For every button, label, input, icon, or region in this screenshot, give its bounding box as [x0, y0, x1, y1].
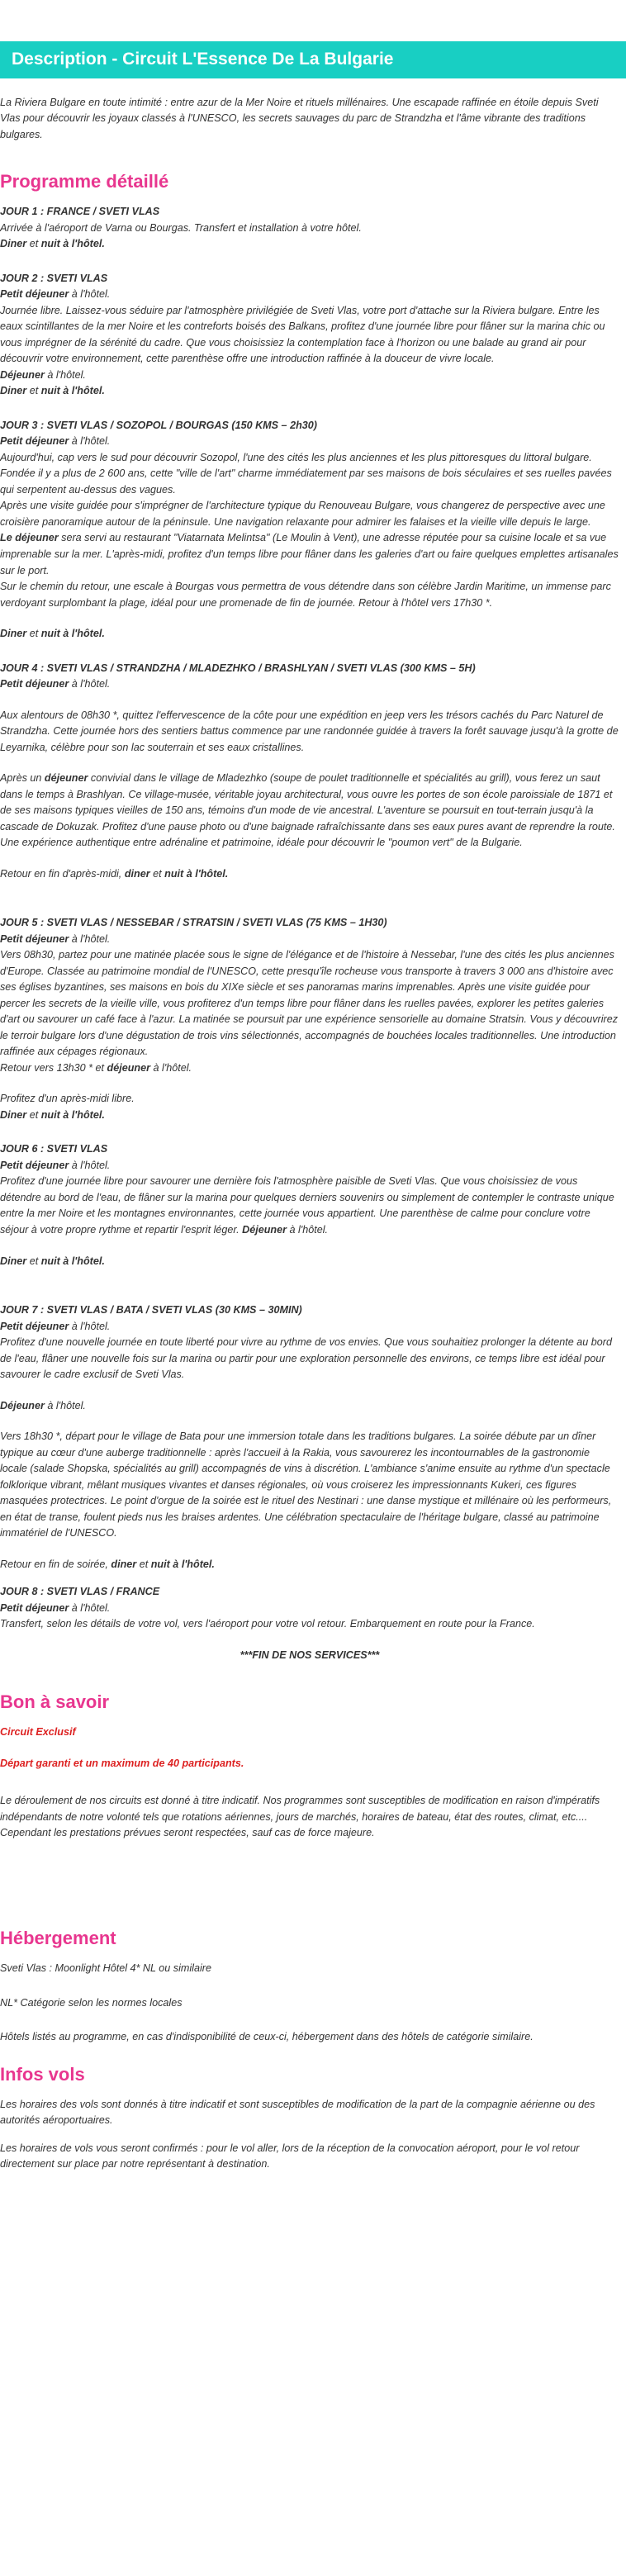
day-line: [0, 866, 619, 883]
text-fragment: à l'hôtel.: [150, 1061, 192, 1074]
meal-label: Diner: [0, 628, 27, 640]
text-fragment: à l'hôtel.: [69, 1601, 111, 1614]
meal-label: diner: [111, 1558, 137, 1570]
meal-label: nuit à l'hôtel.: [164, 867, 229, 880]
text-fragment: et: [26, 1255, 41, 1267]
text-fragment: convivial dans le village de Mladezhko (soupe de poulet traditionnelle et spécialités au grill), vous ferez un saut dans le temps à Brashlyan. Ce village-musée, véritable joyau architectural, vous ouvre les portes de son école paroissiale de 1871 et de ses maisons typiques vieilles de 150 ans, témoins d'un mode de vie ancestral. L'aventure se poursuit en tout-terrain jusqu'à la cascade de Dokuzak. Profitez d'une pause photo ou d'une baignade rafraîchissante dans ses eaux pures avant de reprendre la route. Une expérience authentique entre adrénaline et patrimoine, idéale pour découvrir le "poumon vert" de la Bulgarie.: [0, 772, 615, 849]
meal-label: Petit déjeuner: [0, 1601, 69, 1614]
text-fragment: Profitez d'une journée libre pour savourer une dernière fois l'atmosphère paisible de Sveti Vlas. Que vous choisissiez de vous détendre au bord de l'eau, de flâner sur la marina pour quelques derniers souvenirs ou simplement de contempler le contraste unique entre la mer Noire et les montagnes environnantes, cette journée vous appartient. Une parenthèse de calme pour conclure votre séjour à votre propre rythme et repartir l'esprit léger.: [0, 1175, 614, 1236]
day-line: [0, 932, 619, 948]
meal-label: nuit à l'hôtel.: [40, 238, 105, 250]
day-line: [0, 1108, 619, 1124]
meal-label: Petit déjeuner: [0, 435, 69, 448]
meal-label: déjeuner: [107, 1061, 151, 1074]
day-body: Transfert, selon les détails de votre vol, vers l'aéroport pour votre vol retour. Embarquement en route pour la France.: [0, 1618, 535, 1630]
day-line: [0, 434, 619, 450]
bon-a-savoir-heading: Bon à savoir: [0, 1691, 110, 1713]
meal-label: Déjeuner: [0, 368, 45, 381]
day-title: JOUR 6 : SVETI VLAS: [0, 1143, 108, 1155]
meal-label: Petit déjeuner: [0, 1159, 69, 1171]
meal-label: Diner: [0, 1108, 27, 1121]
day-title: JOUR 5 : SVETI VLAS / NESSEBAR / STRATSIN / SVETI VLAS (75 KMS – 1H30): [0, 917, 387, 929]
text-fragment: et: [149, 867, 165, 880]
day-line: [0, 383, 619, 400]
text-fragment: Retour vers 13h30 * et: [0, 1061, 107, 1074]
day-line: [0, 1254, 619, 1270]
day-title: JOUR 7 : SVETI VLAS / BATA / SVETI VLAS (30 KMS – 30MIN): [0, 1304, 302, 1316]
day-line: [0, 676, 619, 693]
day-title: JOUR 8 : SVETI VLAS / FRANCE: [0, 1586, 160, 1598]
text-fragment: à l'hôtel.: [69, 1159, 111, 1171]
day-body: Aux alentours de 08h30 *, quittez l'effervescence de la côte pour une expédition en jeep vers les trésors cachés du Parc Naturel de Strandzha. Cette journée hors des sentiers battus commence par une randonnée guidée à travers la forêt sauvage jusqu'à la grotte de Leyarnika, célèbre pour son lac souterrain et ses eaux cristallines.: [0, 709, 619, 753]
infos-vols-line: Les horaires de vols vous seront confirmés : pour le vol aller, lors de la réception de la convocation aéroport, pour le vol retour directement sur place par notre représentant à destination.: [0, 2142, 580, 2170]
text-fragment: Retour en fin d'après-midi,: [0, 867, 125, 880]
day-8: [0, 1584, 619, 1633]
day-body: Sur le chemin du retour, une escale à Bourgas vous permettra de vous détendre dans son célèbre Jardin Maritime, un immense parc verdoyant surplombant la plage, idéal pour une promenade de fin de journée. Retour à l'hôtel vers 17h30 *.: [0, 581, 611, 609]
text-fragment: et: [26, 1108, 41, 1121]
infos-vols-heading: Infos vols: [0, 2063, 85, 2085]
day-line: [0, 287, 619, 303]
day-6: [0, 1141, 619, 1269]
text-fragment: à l'hôtel.: [69, 435, 111, 448]
bon-a-savoir-text: Le déroulement de nos circuits est donné à titre indicatif. Nos programmes sont susceptibles de modification en raison d'impératifs indépendants de notre volonté tels que rotations aériennes, jours de marchés, horaires de bateau, état des routes, climat, etc.... Cependant les prestations prévues seront respectées, sauf cas de force majeure.: [0, 1795, 600, 1839]
day-2: [0, 271, 619, 400]
day-line: [0, 1158, 619, 1174]
meal-label: déjeuner: [44, 772, 88, 785]
text-fragment: et: [136, 1558, 151, 1570]
text-fragment: à l'hôtel.: [44, 368, 86, 381]
infos-vols-line: Les horaires des vols sont donnés à titre indicatif et sont susceptibles de modification de la part de la compagnie aérienne ou des autorités aéroportuaires.: [0, 2098, 595, 2127]
hebergement-line: NL* Catégorie selon les normes locales: [0, 1996, 183, 2009]
meal-label: nuit à l'hôtel.: [40, 628, 105, 640]
day-title: JOUR 4 : SVETI VLAS / STRANDZHA / MLADEZHKO / BRASHLYAN / SVETI VLAS (300 KMS – 5H): [0, 662, 476, 674]
day-body: [0, 1174, 619, 1238]
text-fragment: Retour en fin de soirée,: [0, 1558, 111, 1570]
day-line: [0, 626, 619, 643]
day-body: [0, 530, 619, 579]
day-7: [0, 1302, 619, 1573]
hebergement-line: Hôtels listés au programme, en cas d'indisponibilité de ceux-ci, hébergement dans des hôtels de catégorie similaire.: [0, 2031, 534, 2043]
text-fragment: à l'hôtel.: [69, 288, 111, 301]
day-line: [0, 1398, 619, 1415]
day-body: [0, 771, 619, 852]
meal-label: Le déjeuner: [0, 532, 59, 544]
day-body: Journée libre. Laissez-vous séduire par l'atmosphère privilégiée de Sveti Vlas, votre port d'attache sur la Riviera bulgare. Entre les eaux scintillantes de la mer Noire et les contreforts boisés des Balkans, profitez d'une journée libre pour flâner sur la marina chic ou vous imprégner de la sérénité du cadre. Que vous choisissiez la contemplation face à l'horizon ou une balade au grand air pour découvrir votre environnement, cette parenthèse offre une introduction raffinée à la douceur de vivre locale.: [0, 304, 605, 365]
meal-label: Petit déjeuner: [0, 288, 69, 301]
text-fragment: et: [26, 385, 41, 397]
meal-label: Déjeuner: [242, 1224, 287, 1236]
text-fragment: à l'hôtel.: [69, 932, 111, 945]
day-line: [0, 368, 619, 384]
text-fragment: à l'hôtel.: [69, 678, 111, 690]
meal-label: Petit déjeuner: [0, 678, 69, 690]
exclusive-label: Circuit Exclusif: [0, 1726, 76, 1739]
section-banner: [0, 41, 626, 78]
day-3: [0, 418, 619, 643]
meal-label: Petit déjeuner: [0, 932, 69, 945]
text-fragment: et: [26, 628, 41, 640]
day-body: Vers 18h30 *, départ pour le village de Bata pour une immersion totale dans les traditions bulgares. La soirée débute par un dîner typique au cœur d'une auberge traditionnelle : après l'accueil à la Rakia, vous savourerez les incontournables de la gastronomie locale (salade Shopska, spécialités au grill) accompagnés de vins à discrétion. L'ambiance s'anime ensuite au rythme d'un spectacle folklorique vibrant, mêlant musiques vivantes et danses régionales, où vous croiserez les impressionnants Kukeri, ces figures masquées protectrices. Le point d'orgue de la soirée est le rituel des Nestinari : une danse mystique et millénaire où les performeurs, en état de transe, foulent pieds nus les braises ardentes. Une célébration spectaculaire de l'héritage bulgare, classé au patrimoine immatériel de l'UNESCO.: [0, 1430, 612, 1539]
day-body: Après une visite guidée pour s'imprégner de l'architecture typique du Renouveau Bulgare, vous changerez de perspective avec une croisière panoramique autour de la péninsule. Une navigation relaxante pour admirer les falaises et la vieille ville depuis le large.: [0, 500, 605, 528]
text-fragment: sera servi au restaurant "Viatarnata Melintsa" (Le Moulin à Vent), une adresse réputée pour sa cuisine locale et sa vue imprenable sur la mer. L'après-midi, profitez d'un temps libre pour flâner dans les galeries d'art ou faire quelques emplettes artisanales sur le port.: [0, 532, 619, 576]
text-fragment: et: [26, 238, 41, 250]
meal-label: Diner: [0, 238, 27, 250]
day-body: Vers 08h30, partez pour une matinée placée sous le signe de l'élégance et de l'histoire à Nessebar, l'une des cités les plus anciennes d'Europe. Classée au patrimoine mondial de l'UNESCO, cette presqu'île rocheuse vous transporte à travers 3 000 ans d'histoire avec ses églises byzantines, ses maisons en bois du XIXe siècle et ses panoramas marins imprenables. Après une visite guidée pour percer les secrets de la vieille ville, vous profiterez d'un temps libre pour flâner dans les ruelles pavées, explorer les petites galeries d'art ou savourer un café face à l'azur. La matinée se poursuit par une expérience sensorielle au domaine Stratsin. Vous y découvrirez le terroir bulgare lors d'une dégustation de trois vins sélectionnés, accompagnés de bouchées locales traditionnelles. Une introduction raffinée aux cépages régionaux.: [0, 949, 619, 1058]
meal-label: nuit à l'hôtel.: [40, 1108, 105, 1121]
day-5: [0, 915, 619, 1123]
day-body: Profitez d'une nouvelle journée en toute liberté pour vivre au rythme de vos envies. Que vous souhaitiez prolonger la détente au bord de l'eau, flâner une nouvelle fois sur la marina ou partir pour une exploration personnelle des environs, ce temps libre est idéal pour savourer le cadre exclusif de Sveti Vlas.: [0, 1336, 612, 1381]
meal-label: diner: [124, 867, 150, 880]
meal-label: Diner: [0, 385, 27, 397]
meal-label: nuit à l'hôtel.: [150, 1558, 215, 1570]
description-content: [0, 95, 619, 2173]
hebergement-line: Sveti Vlas : Moonlight Hôtel 4* NL ou similaire: [0, 1962, 211, 1975]
meal-label: nuit à l'hôtel.: [40, 1255, 105, 1267]
guarantee-label: Départ garanti et un maximum de 40 participants.: [0, 1757, 244, 1769]
text-fragment: à l'hôtel.: [44, 1399, 86, 1411]
day-line: [0, 1060, 619, 1077]
day-line: [0, 1601, 619, 1617]
meal-label: nuit à l'hôtel.: [40, 385, 105, 397]
day-line: Profitez d'un après-midi libre.: [0, 1093, 135, 1105]
day-title: JOUR 2 : SVETI VLAS: [0, 272, 108, 284]
meal-label: Diner: [0, 1255, 27, 1267]
intro-paragraph: La Riviera Bulgare en toute intimité : entre azur de la Mer Noire et rituels millénaires. Une escapade raffinée en étoile depuis Sveti Vlas pour découvrir les joyaux classés à l'UNESCO, les secrets sauvages du parc de Strandzha et l'âme vibrante des traditions bulgares.: [0, 96, 599, 140]
text-fragment: Après un: [0, 772, 45, 785]
meal-label: Petit déjeuner: [0, 1320, 69, 1332]
day-title: JOUR 1 : FRANCE / SVETI VLAS: [0, 206, 160, 218]
text-fragment: à l'hôtel.: [69, 1320, 111, 1332]
end-of-services-note: ***FIN DE NOS SERVICES***: [239, 1649, 380, 1661]
day-4: [0, 661, 619, 883]
programme-heading: Programme détaillé: [0, 171, 169, 192]
day-line: [0, 1319, 619, 1335]
day-body: Aujourd'hui, cap vers le sud pour découvrir Sozopol, l'une des cités les plus anciennes et les plus pittoresques du littoral bulgare. Fondée il y a plus de 2 600 ans, cette "ville de l'art" charme immédiatement par ses maisons de bois séculaires et ses ruelles pavées qui serpentent au-dessus des vagues.: [0, 451, 612, 496]
day-line: [0, 236, 619, 253]
meal-label: Déjeuner: [0, 1399, 45, 1411]
day-line: Arrivée à l'aéroport de Varna ou Bourgas. Transfert et installation à votre hôtel.: [0, 221, 362, 234]
day-title: JOUR 3 : SVETI VLAS / SOZOPOL / BOURGAS (150 KMS – 2h30): [0, 419, 317, 431]
day-line: [0, 1557, 619, 1573]
text-fragment: à l'hôtel.: [287, 1224, 329, 1236]
day-1: [0, 204, 619, 253]
banner-title: Description - Circuit L'Essence De La Bulgarie: [12, 50, 394, 69]
hebergement-heading: Hébergement: [0, 1927, 116, 1948]
